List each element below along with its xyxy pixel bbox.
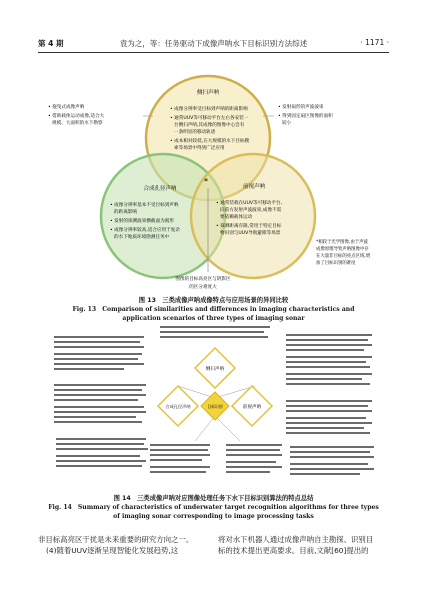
- left-line-1: 非目标高亮区干扰是未来重要的研究方向之一。: [38, 535, 194, 544]
- f14-text-lower-right: [290, 446, 374, 475]
- f14-bc-line-11: [226, 466, 282, 468]
- side-scan-bullet-2b: 台侧扫声呐,其成像的图像中心会有: [174, 123, 245, 128]
- hub-label-side-scan: 侧扫声呐: [205, 367, 225, 372]
- f14-top-line-2: [160, 331, 264, 333]
- f14-r-line-3: [286, 410, 372, 412]
- f14-ur-line-6: [286, 361, 366, 363]
- f14-lr-line-3: [290, 456, 374, 458]
- outer-right-2a: • 得到固定扇区图像的面积: [278, 114, 333, 119]
- issue-number: 第 4 期: [38, 39, 64, 48]
- outer-right-2b: 较小: [282, 121, 292, 126]
- circle-label-sas: 合成孔径声呐: [143, 186, 177, 192]
- f14-lr-line-4: [290, 463, 368, 465]
- f14-bc-line-4: [150, 459, 202, 461]
- f14-lr-line-5: [290, 468, 374, 470]
- f14-ul-line-6: [54, 363, 144, 365]
- f14-ll-line-1: [56, 438, 146, 440]
- f14-text-top: [160, 326, 270, 338]
- f14-l-line-5: [54, 406, 144, 408]
- forward-bullet-2a: • 探测距离有限,常用于特定目标: [216, 224, 282, 229]
- f14-ur-line-8: [286, 373, 372, 375]
- outer-left-2b: 规模、大面积的水下勘察: [52, 121, 103, 126]
- side-scan-bullet-2a: • 通常UUV等可移动平台左右各安装一: [170, 116, 249, 121]
- right-column-text: [218, 534, 390, 556]
- footnote-line-3: 在大量非目标的亮点区域,增: [316, 254, 371, 259]
- f14-l-line-6: [54, 411, 146, 413]
- f14-top-line-3: [160, 336, 268, 338]
- f14-ll-line-6: [56, 465, 142, 467]
- fig13-caption-zh: 图 13 三类成像声呐成像特点与应用场景的异同比较: [138, 297, 289, 304]
- f14-r-line-1: [286, 400, 372, 402]
- running-header: [38, 38, 389, 50]
- fig13-footnote: [316, 238, 371, 266]
- f14-ll-line-3: [56, 448, 148, 450]
- f14-ul-line-7: [54, 368, 124, 370]
- side-scan-bullet-1: • 成像分辨率受目标到声呐的距离影响: [170, 107, 248, 112]
- f14-top-line-1: [160, 326, 270, 328]
- f14-ur-line-7: [286, 366, 370, 368]
- f14-bc-line-10: [226, 461, 276, 463]
- fig14-caption-en-1: Fig. 14 Summary of characteristics of underwater target recognition algorithms for three types: [48, 504, 379, 511]
- f14-ur-line-4: [286, 349, 364, 351]
- f14-lr-line-6: [290, 473, 360, 475]
- f14-text-left: [54, 384, 146, 423]
- f14-ur-line-5: [286, 356, 372, 358]
- f14-ur-line-10: [286, 383, 370, 385]
- sas-bullet-1b: 的距离影响: [114, 210, 137, 215]
- f14-bc-line-9: [226, 454, 282, 456]
- f14-bc-line-2: [150, 449, 208, 451]
- outer-left-2a: • 借助载体运动成像,适合大: [48, 114, 105, 119]
- running-title: 袁为之，等：任务驱动下成像声呐水下目标识别方法综述: [119, 39, 308, 48]
- f14-ur-line-9: [286, 378, 362, 380]
- outer-right-notes: [278, 103, 333, 126]
- fig13-caption: [38, 296, 389, 323]
- f14-l-line-2: [54, 389, 142, 391]
- fig13-caption-en-1: Fig. 13 Comparison of similarities and differences in imaging characteristics and: [72, 306, 355, 313]
- f14-ul-line-3: [54, 346, 144, 348]
- f14-line-3: [195, 416, 215, 441]
- f14-ll-line-5: [56, 460, 146, 462]
- f14-text-upper-right: [286, 334, 372, 385]
- f14-r-line-4: [286, 417, 366, 419]
- f14-ul-line-4: [54, 353, 142, 355]
- right-line-1: 将对水下机器人通过成像声呐自主勘探、识别目: [218, 535, 374, 544]
- f14-bc-line-12: [226, 471, 270, 473]
- forward-bullet-1c: 要依赖载体运动: [220, 215, 253, 220]
- f14-ll-line-2: [56, 443, 144, 445]
- figure-14-diagram: [50, 326, 380, 496]
- f14-text-upper-left: [54, 336, 144, 370]
- sas-bullet-2: • 发射的探测波束横截面为圆形: [110, 219, 174, 224]
- f14-r-line-6: [286, 427, 364, 429]
- outer-left-1: • 拖曳式成像声呐: [48, 105, 85, 110]
- footnote-line-4: 加了目标识别的难度: [316, 261, 356, 266]
- side-scan-bullet-2c: 一条明显的移动轨迹: [174, 130, 216, 135]
- bottom-note-2: 的区分难度大: [189, 285, 217, 290]
- f14-bc-line-1: [150, 444, 210, 446]
- footnote-line-1: *相较于光学图像,由于声波: [316, 240, 368, 245]
- hub-label-center: 目标识别: [207, 404, 223, 409]
- sas-bullet-3b: 的水下地质环境勘测任务中: [114, 235, 170, 240]
- f14-text-lower-left: [56, 438, 148, 467]
- page-number: · 1171 ·: [360, 38, 389, 47]
- venn-circle-forward: [191, 154, 315, 278]
- f14-r-line-7: [286, 432, 370, 434]
- f14-lr-line-1: [290, 446, 374, 448]
- f14-ul-line-5: [54, 358, 138, 360]
- f14-l-line-7: [54, 416, 136, 418]
- bottom-note-1: 图像的目标高亮区与阴影区: [175, 277, 231, 282]
- fig14-caption-zh: 图 14 三类成像声呐对应图像处理任务下水下目标识别算法的特点总结: [113, 495, 314, 502]
- f14-line-4: [215, 416, 240, 441]
- circle-label-side-scan: 侧扫声呐: [196, 90, 220, 96]
- circle-label-forward: 前视声呐: [242, 184, 266, 190]
- forward-bullet-1b: 向前方发射声波波束,成像不需: [220, 208, 282, 213]
- hub-label-sas: 合成孔径声呐: [165, 404, 191, 409]
- f14-r-line-2: [286, 405, 368, 407]
- f14-lr-line-2: [290, 451, 370, 453]
- center-star: *: [204, 177, 208, 186]
- f14-ul-line-2: [54, 341, 140, 343]
- f14-bc-line-6: [150, 471, 206, 473]
- f14-bc-line-8: [226, 449, 280, 451]
- f14-r-line-5: [286, 422, 372, 424]
- f14-ur-line-3: [286, 344, 372, 346]
- forward-bullet-2b: 物识别与UUV导航避障等场景: [220, 231, 281, 236]
- hub-label-forward: 前视声呐: [242, 405, 262, 410]
- left-line-2: (4)随着UUV逐渐呈现智能化发展趋势,这: [46, 546, 179, 555]
- header-rule: [38, 52, 389, 53]
- f14-bc-line-5: [150, 466, 210, 468]
- f14-bc-line-3: [150, 454, 210, 456]
- figure-13-venn: [38, 58, 389, 298]
- outer-left-notes: [48, 103, 105, 126]
- left-column-text: [38, 534, 208, 556]
- footnote-line-2: 成像原理导致声呐图像中存: [316, 247, 369, 252]
- outer-right-1: • 发射扇形的声波波束: [278, 105, 324, 110]
- f14-text-right: [286, 400, 372, 434]
- f14-bc-line-7: [226, 444, 282, 446]
- f14-l-line-4: [54, 399, 138, 401]
- forward-bullet-1a: • 通常装载在UUV等可移动平台,: [216, 201, 283, 206]
- f14-ll-line-4: [56, 455, 140, 457]
- sas-bullet-3a: • 成像分辨率较高,适合应用于复杂: [110, 228, 180, 233]
- fig14-caption: [38, 494, 389, 521]
- f14-l-line-3: [54, 394, 146, 396]
- sas-bullet-1a: • 成像分辨率基本不受目标到声呐: [110, 203, 179, 208]
- right-line-2: 标的技术提出更高要求。目前,文献[60]提出的: [218, 546, 369, 555]
- f14-ur-line-1: [286, 334, 372, 336]
- fig14-caption-en-2: of imaging sonar corresponding to image processing tasks: [113, 513, 314, 520]
- side-scan-bullet-3b: 索等场景中得到广泛应用: [174, 146, 225, 151]
- f14-l-line-1: [54, 384, 146, 386]
- f14-ur-line-2: [286, 339, 368, 341]
- side-scan-bullet-3a: • 成本相对较低,在大规模的水下目标搜: [170, 139, 250, 144]
- f14-ul-line-1: [54, 336, 144, 338]
- f14-l-line-8: [54, 421, 142, 423]
- f14-text-bottom-center: [150, 444, 282, 473]
- fig13-caption-en-2: application scenarios of three types of imaging sonar: [122, 315, 305, 322]
